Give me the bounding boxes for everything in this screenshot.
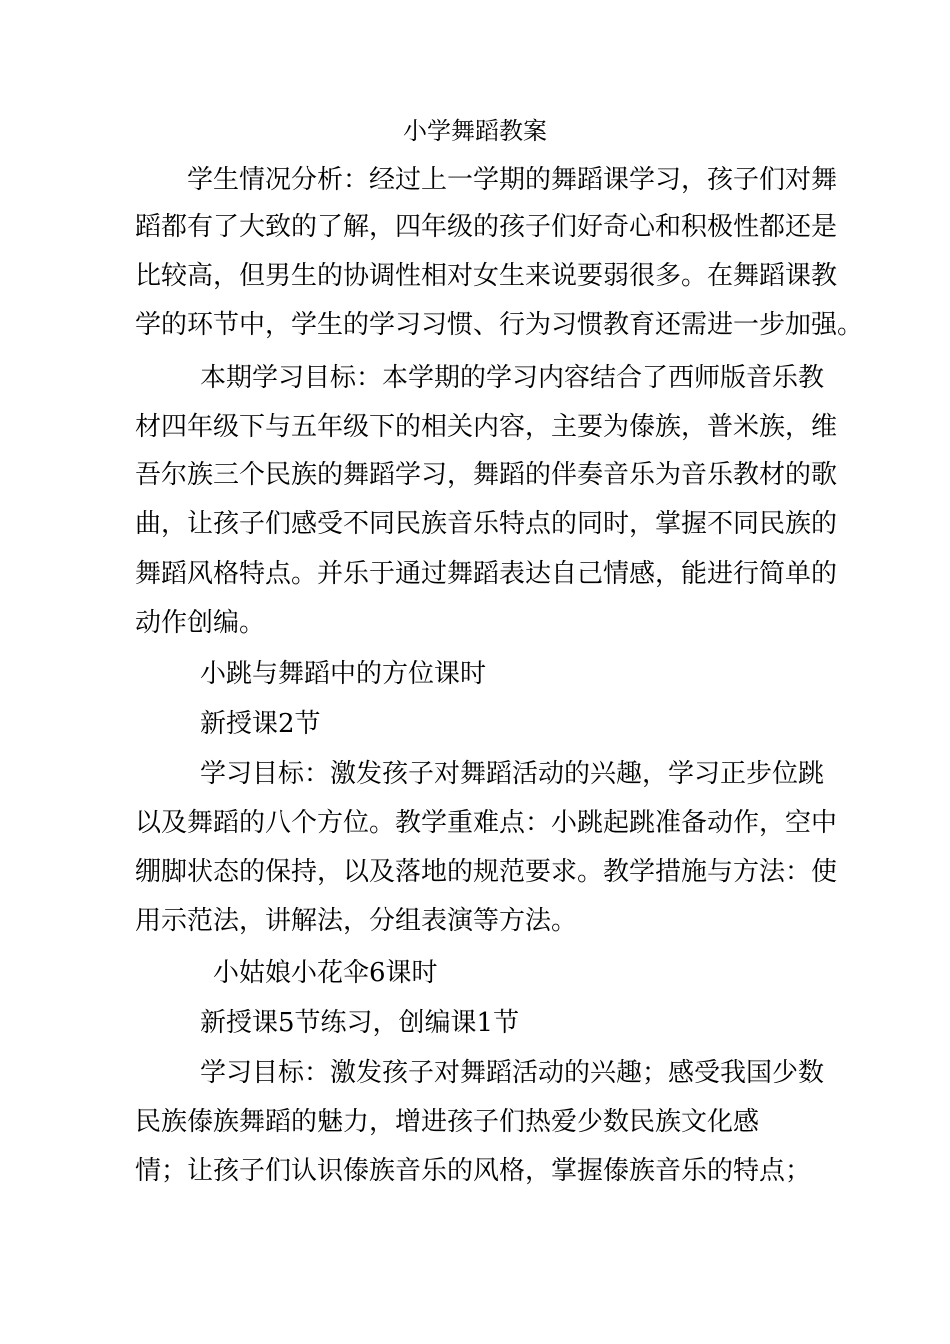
paragraph-line: 绷脚状态的保持，以及落地的规范要求。教学措施与方法：使 xyxy=(135,857,838,887)
paragraph-line: 学习目标：激发孩子对舞蹈活动的兴趣；感受我国少数 xyxy=(200,1058,825,1088)
paragraph-line: 比较高，但男生的协调性相对女生来说要弱很多。在舞蹈课教 xyxy=(135,261,838,291)
paragraph-line: 动作创编。 xyxy=(135,608,266,638)
paragraph-line: 本期学习目标：本学期的学习内容结合了西师版音乐教 xyxy=(200,363,825,393)
paragraph-line: 舞蹈风格特点。并乐于通过舞蹈表达自己情感，能进行简单的 xyxy=(135,559,838,589)
section-heading: 小姑娘小花伞6课时 xyxy=(213,958,438,988)
paragraph-line: 情；让孩子们认识傣族音乐的风格，掌握傣族音乐的特点； xyxy=(135,1156,812,1186)
paragraph-line: 蹈都有了大致的了解，四年级的孩子们好奇心和积极性都还是 xyxy=(135,212,838,242)
document-title: 小学舞蹈教案 xyxy=(403,117,547,145)
paragraph-line: 学的环节中，学生的学习习惯、行为习惯教育还需进一步加强。 xyxy=(135,310,864,340)
paragraph-line: 材四年级下与五年级下的相关内容，主要为傣族，普米族，维 xyxy=(135,412,838,442)
section-heading: 小跳与舞蹈中的方位课时 xyxy=(200,659,487,689)
paragraph-line: 曲，让孩子们感受不同民族音乐特点的同时，掌握不同民族的 xyxy=(135,509,838,539)
paragraph-line: 学生情况分析：经过上一学期的舞蹈课学习，孩子们对舞 xyxy=(187,165,838,195)
paragraph-line: 用示范法，讲解法，分组表演等方法。 xyxy=(135,906,578,936)
paragraph-line: 吾尔族三个民族的舞蹈学习，舞蹈的伴奏音乐为音乐教材的歌 xyxy=(135,460,838,490)
section-subheading: 新授课2节 xyxy=(200,709,321,739)
paragraph-line: 民族傣族舞蹈的魅力，增进孩子们热爱少数民族文化感 xyxy=(135,1107,760,1137)
section-subheading: 新授课5节练习，创编课1节 xyxy=(200,1008,520,1038)
paragraph-line: 以及舞蹈的八个方位。教学重难点：小跳起跳准备动作，空中 xyxy=(135,808,838,838)
paragraph-line: 学习目标：激发孩子对舞蹈活动的兴趣，学习正步位跳 xyxy=(200,759,825,789)
